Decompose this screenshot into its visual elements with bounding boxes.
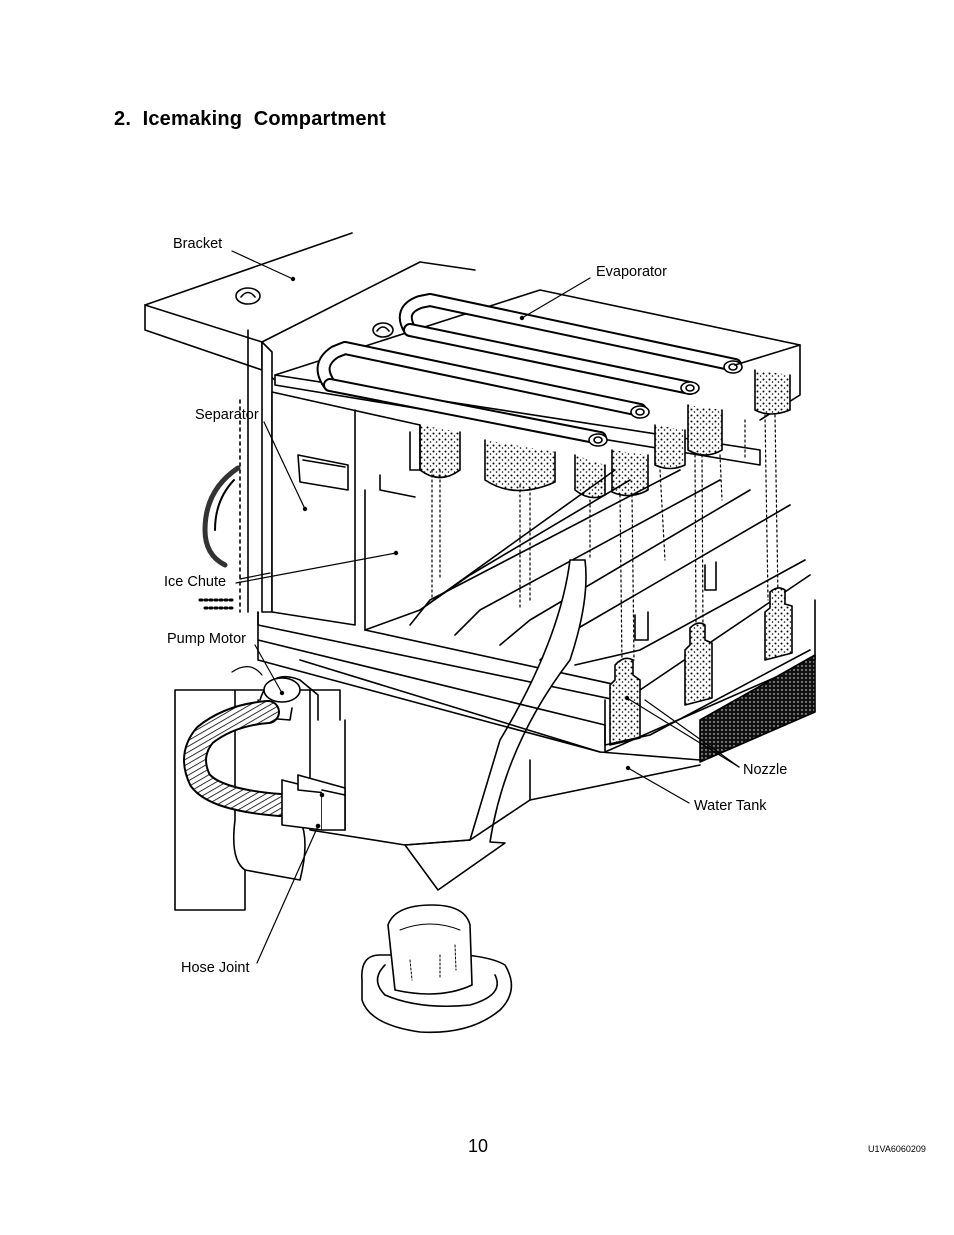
label-water-tank: Water Tank: [694, 798, 767, 814]
hose-joint-leader: [257, 826, 318, 963]
side-wall: [240, 330, 272, 612]
label-pump-motor: Pump Motor: [167, 631, 246, 647]
page-title: 2. Icemaking Compartment: [114, 108, 386, 130]
label-evaporator: Evaporator: [596, 264, 667, 280]
label-bracket: Bracket: [173, 236, 223, 252]
page-number: 10: [468, 1136, 489, 1156]
label-nozzle: Nozzle: [743, 762, 788, 778]
bracket-leader: [232, 251, 293, 279]
separator-part: [272, 392, 420, 625]
label-ice-chute: Ice Chute: [164, 574, 227, 590]
document-code: U1VA6060209: [868, 1144, 926, 1154]
label-separator: Separator: [195, 407, 259, 423]
label-hose-joint: Hose Joint: [181, 960, 250, 976]
ice-flow-arrow: [405, 560, 586, 890]
ice-cube: [362, 905, 512, 1032]
